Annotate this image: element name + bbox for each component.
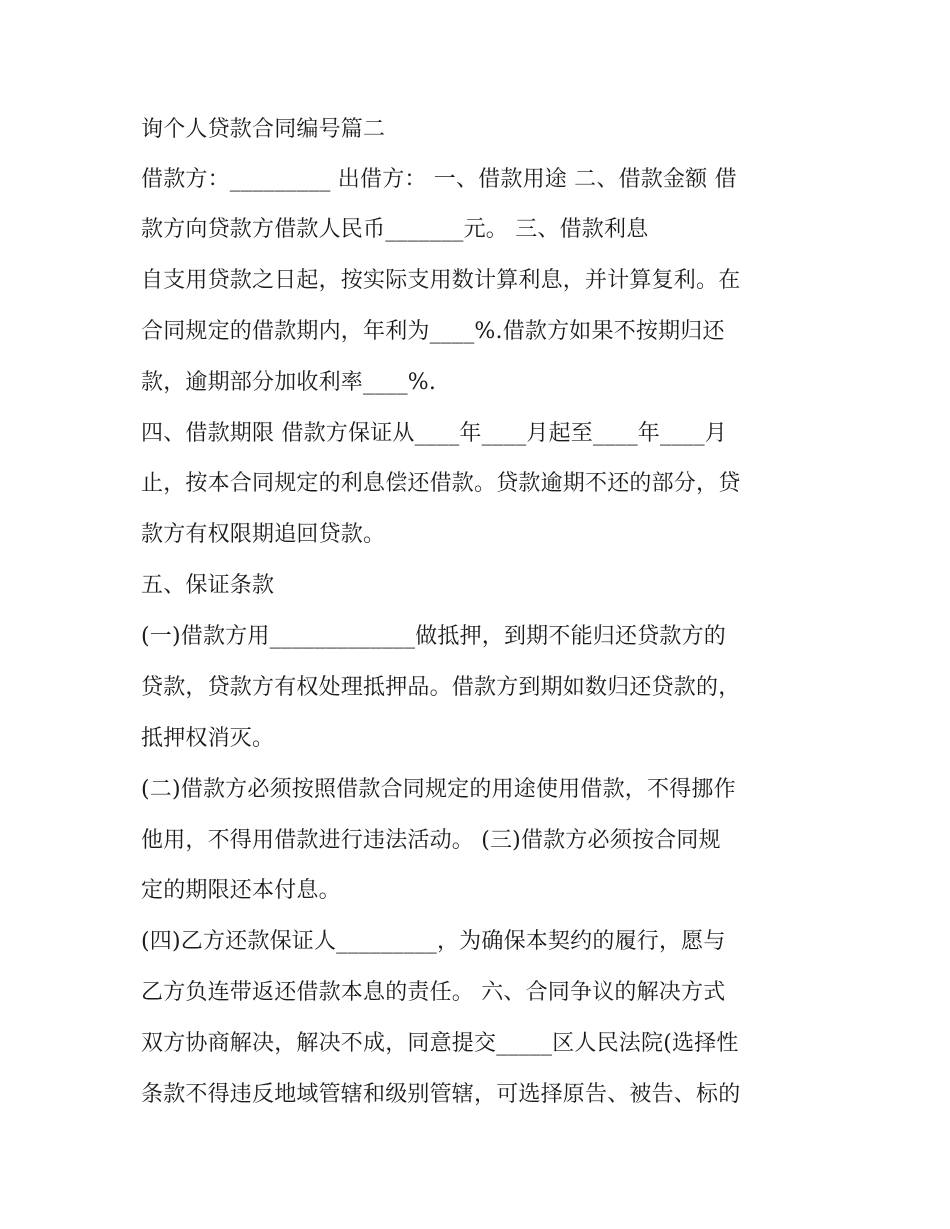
text-line: 乙方负连带返还借款本息的责任。 六、合同争议的解决方式 xyxy=(141,980,726,1005)
text-line: (二)借款方必须按照借款合同规定的用途使用借款，不得挪作 xyxy=(141,777,736,802)
section-heading: 五、保证条款 xyxy=(141,573,275,598)
text-line: 止，按本合同规定的利息偿还借款。贷款逾期不还的部分，贷 xyxy=(141,471,741,496)
text-line: 款，逾期部分加收利率____%. xyxy=(141,370,437,395)
text-line: 他用，不得用借款进行违法活动。 (三)借款方必须按合同规 xyxy=(141,828,721,853)
text-line: 款方有权限期追回贷款。 xyxy=(141,522,386,547)
text-line: 款方向贷款方借款人民币_______元。 三、借款利息 xyxy=(141,217,649,242)
text-line: (一)借款方用_____________做抵押，到期不能归还贷款方的 xyxy=(141,624,726,649)
text-line: 自支用贷款之日起，按实际支用数计算利息，并计算复利。在 xyxy=(141,268,741,293)
text-line: 双方协商解决，解决不成，同意提交_____区人民法院(选择性 xyxy=(141,1031,739,1056)
text-line: 条款不得违反地域管辖和级别管辖，可选择原告、被告、标的 xyxy=(141,1082,741,1107)
document-title: 询个人贷款合同编号篇二 xyxy=(141,117,386,142)
text-line: 抵押权消灭。 xyxy=(141,726,275,751)
text-line: (四)乙方还款保证人_________，为确保本契约的履行，愿与 xyxy=(141,929,726,954)
text-line: 贷款，贷款方有权处理抵押品。借款方到期如数归还贷款的， xyxy=(141,675,741,700)
text-line: 借款方：_________ 出借方： 一、借款用途 二、借款金额 借 xyxy=(141,167,737,192)
text-line: 合同规定的借款期内，年利为____%.借款方如果不按期归还 xyxy=(141,319,725,344)
text-line: 定的期限还本付息。 xyxy=(141,878,341,903)
text-line: 四、借款期限 借款方保证从____年____月起至____年____月 xyxy=(141,421,727,446)
